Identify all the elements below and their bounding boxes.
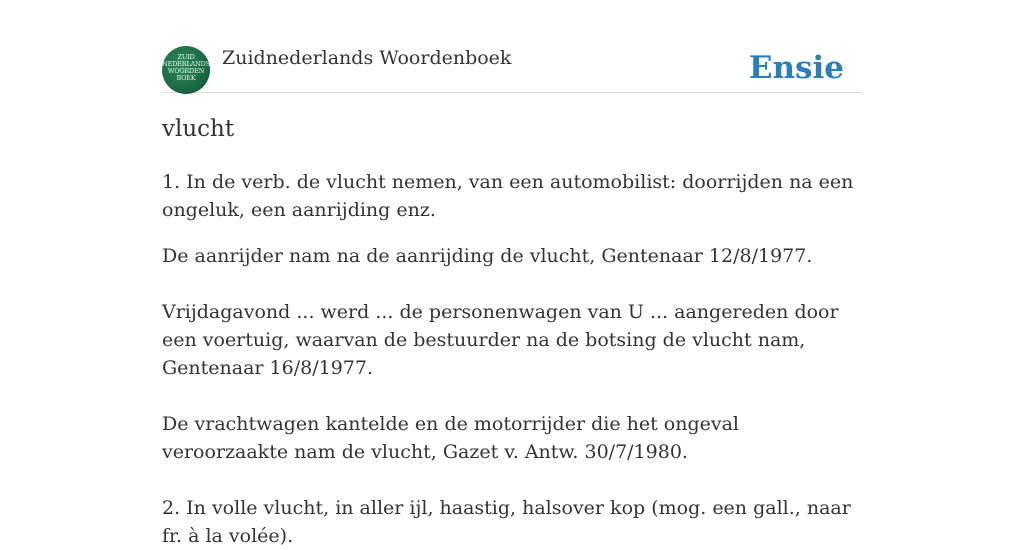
logo-lettering: ZUID NEDERLANDS WOORDEN BOEK (162, 53, 210, 82)
dictionary-name-link[interactable]: Zuidnederlands Woordenboek (222, 47, 512, 69)
site-header (162, 40, 862, 93)
example-3: De vrachtwagen kantelde en de motorrijder die het ongeval veroorzaakte nam de vlucht, Gazet v. Antw. 30/7/1980. (162, 413, 739, 463)
example-1: De aanrijder nam na de aanrijding de vlucht, Gentenaar 12/8/1977. (162, 245, 813, 267)
dictionary-logo[interactable] (162, 46, 210, 94)
definition-1: 1. In de verb. de vlucht nemen, van een automobilist: doorrijden na een ongeluk, een aanrijding enz. (162, 171, 854, 221)
entry-content (162, 168, 862, 550)
headword: vlucht (162, 116, 235, 142)
definition-2: 2. In volle vlucht, in aller ijl, haastig, halsover kop (mog. een gall., naar fr. à la volée). (162, 497, 851, 547)
ensie-brand-link[interactable]: Ensie (748, 50, 844, 86)
example-2: Vrijdagavond ... werd ... de personenwagen van U ... aangereden door een voertuig, waarvan de bestuurder na de botsing de vlucht nam, Gentenaar 16/8/1977. (162, 301, 839, 379)
